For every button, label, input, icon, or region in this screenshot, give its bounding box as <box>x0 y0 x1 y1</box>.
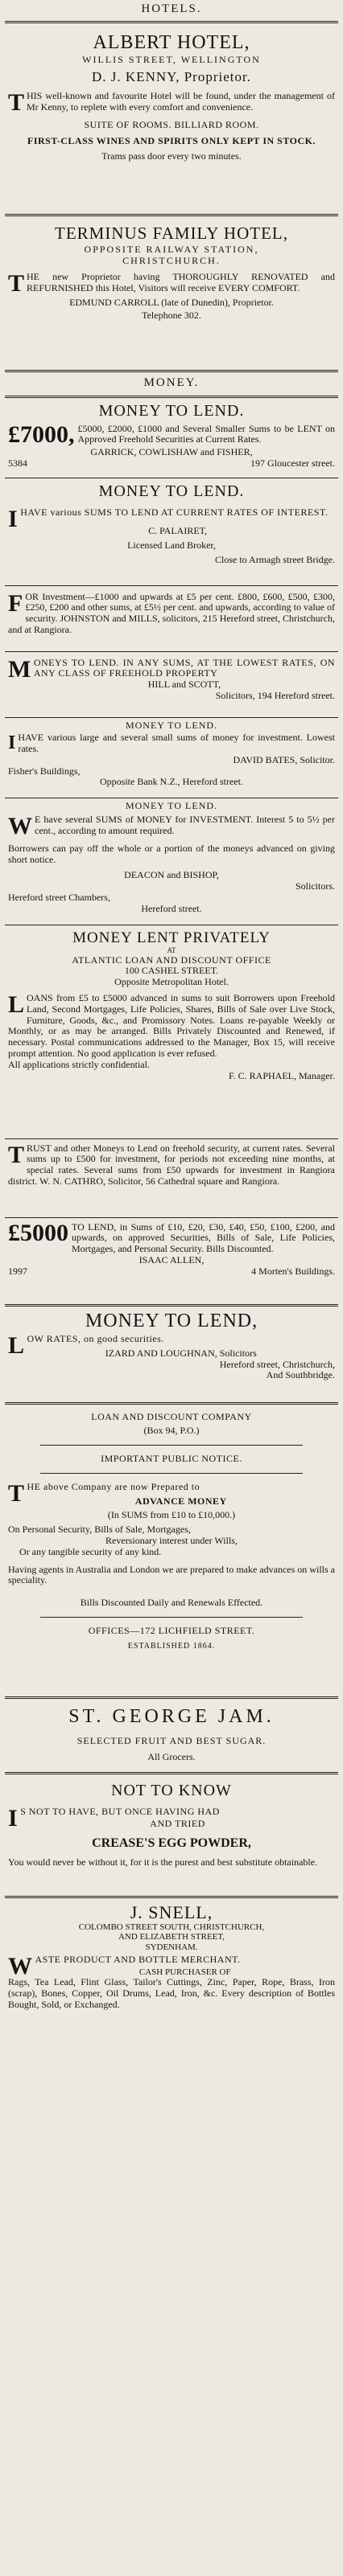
divider <box>5 396 338 398</box>
ad-line: FIRST-CLASS WINES AND SPIRITS ONLY KEPT IN STOCK. <box>27 134 316 146</box>
ad-line: Reversionary interest under Wills, <box>105 1535 238 1547</box>
big-amount: £7000, <box>8 420 75 448</box>
ad-line: Licensed Land Broker, <box>127 539 216 552</box>
ad-signature: ISAAC ALLEN, <box>138 1253 205 1265</box>
ad-footer <box>8 458 335 470</box>
ad-title: MONEY TO LEND. <box>125 799 218 811</box>
divider <box>40 1617 303 1618</box>
ad-signature: F. C. RAPHAEL, Manager. <box>228 1069 335 1081</box>
ad-line: OPPOSITE RAILWAY STATION, <box>84 244 259 256</box>
ad-line: CASH PURCHASER OF <box>138 1967 231 1977</box>
money-ad-allen <box>0 1218 343 1302</box>
ad-line: 100 CASHEL STREET. <box>124 965 219 977</box>
ad-line: Solicitors. <box>295 880 335 892</box>
ad-body: IHAVE various SUMS TO LEND AT CURRENT RATES OF INTEREST. <box>8 505 329 532</box>
ad-body: £5000 TO LEND, in Sums of £10, £20, £30, £40, £50, £100, £200, and upwards, on approved Securities, Bills of Sale, Life Policies, Mortgages, and Personal Security. Bills Discounted. <box>8 1219 335 1255</box>
albert-hotel-ad <box>0 25 343 212</box>
divider <box>5 1896 338 1898</box>
ad-signature: EDMUND CARROLL (late of Dunedin), Proprietor. <box>69 296 274 308</box>
st-george-jam-ad <box>0 1700 343 1770</box>
money-ad-garrick <box>0 400 343 478</box>
ad-line: (Box 94, P.O.) <box>143 1425 200 1437</box>
loan-discount-company-ad <box>0 1406 343 1695</box>
ad-line: CREASE'S EGG POWDER, <box>92 1836 251 1851</box>
ad-line: Opposite Bank N.Z., Hereford street. <box>100 776 243 788</box>
ad-line: Bills Discounted Daily and Renewals Effected. <box>80 1597 263 1609</box>
ad-signature: IZARD AND LOUGHNAN, Solicitors <box>105 1347 257 1359</box>
ad-line: And Southbridge. <box>266 1369 335 1381</box>
ad-body: W E have several SUMS of MONEY for INVESTMENT. Interest 5 to 5½ per cent., according to amount required. <box>8 813 335 840</box>
divider <box>5 1304 338 1306</box>
money-ad-cathro <box>0 1139 343 1217</box>
divider <box>5 214 338 216</box>
ad-number: 5384 <box>8 457 27 469</box>
ad-line: (In SUMS from £10 to £10,000.) <box>107 1509 236 1521</box>
ad-line: Fisher's Buildings, <box>8 765 81 777</box>
ad-body: MONEYS TO LEND. IN ANY SUMS, AT THE LOWEST RATES, ON ANY CLASS OF FREEHOLD PROPERTY <box>8 655 336 683</box>
ad-line: CHRISTCHURCH. <box>122 255 221 267</box>
ad-body: Borrowers can pay off the whole or a portion of the moneys advanced on giving short notice. <box>8 842 335 865</box>
ad-body: TRUST and other Moneys to Lend on freehold security, at current rates. Several sums up to £500 for investment, for periods not exceeding nine months, at special rates. Several sums from £50 upwards for investment in Rangiora district. W. N. CATHRO, Solicitor, 56 Cathedral square and Rangiora. <box>8 1141 335 1187</box>
ad-line: SYDENHAM. <box>145 1942 198 1953</box>
ad-title: ALBERT HOTEL, <box>93 32 250 54</box>
drop-cap: M <box>8 655 31 683</box>
ad-line: Solicitors, 194 Hereford street. <box>215 689 335 701</box>
ad-line: ESTABLISHED 1864. <box>127 1641 216 1651</box>
divider <box>40 1445 303 1446</box>
ad-signature: GARRICK, COWLISHAW and FISHER, <box>90 446 253 458</box>
ad-body: Having agents in Australia and London we are prepared to make advances on wills a speciality. <box>8 1563 335 1586</box>
money-ad-palairet <box>0 478 343 585</box>
ad-body: You would never be without it, for it is the purest and best substitute obtainable. <box>8 1856 318 1868</box>
drop-cap: I <box>8 1804 19 1832</box>
ad-line: All applications strictly confidential. <box>8 1058 150 1070</box>
divider <box>5 1772 338 1774</box>
ad-line: IMPORTANT PUBLIC NOTICE. <box>101 1453 242 1465</box>
divider <box>5 1402 338 1405</box>
section-heading-hotels: HOTELS. <box>141 2 202 15</box>
ad-line: ATLANTIC LOAN AND DISCOUNT OFFICE <box>72 954 271 966</box>
drop-cap: L <box>8 1332 25 1360</box>
ad-proprietor: D. J. KENNY, Proprietor. <box>92 68 251 84</box>
ad-title: MONEY TO LEND. <box>98 482 245 500</box>
ad-phone: Telephone 302. <box>142 310 201 322</box>
ad-line: AND ELIZABETH STREET, <box>118 1932 225 1942</box>
drop-cap: I <box>8 505 19 532</box>
terminus-hotel-ad <box>0 218 343 368</box>
ad-line: OFFICES—172 LICHFIELD STREET. <box>88 1625 255 1637</box>
ad-title: MONEY TO LEND. <box>125 719 218 731</box>
ad-body: LOANS from £5 to £5000 advanced in sums to suit Borrowers upon Freehold Land, Second Mortgages, Life Policies, Shares, Bills of Sale over Live Stock, Furniture, Goods, &c., and Promissory Notes. Loans re-payable Weekly or Monthly, or as may be arranged. Bills Privately Discounted and Renewed, if necessary. Postal communications addressed to the Manager, Box 15, will receive prompt attention. No good application is ever refused. <box>8 991 335 1060</box>
drop-cap: W <box>8 813 32 840</box>
ad-line: Hereford street Chambers, <box>8 892 110 904</box>
money-ad-atlantic <box>0 925 343 1138</box>
ad-signature: HILL and SCOTT, <box>147 679 221 691</box>
money-ad-bates <box>0 718 343 798</box>
ad-body: IHAVE various large and several small sums of money for investment. Lowest rates. <box>8 732 335 755</box>
ad-body: Rags, Tea Lead, Flint Glass, Tailor's Cuttings, Zinc, Paper, Rope, Brass, Iron (scrap), Bones, Copper, Oil Drums, Lead, Iron, &c. Every description of Bottles Bought, Sold, or Exchanged. <box>8 1976 335 2010</box>
ad-title: LOAN AND DISCOUNT COMPANY <box>91 1410 252 1422</box>
ad-line: AT <box>167 946 176 955</box>
drop-cap: W <box>8 1952 33 1979</box>
ad-body: LOW RATES, on good securities. <box>8 1332 164 1360</box>
ad-title: MONEY LENT PRIVATELY <box>72 929 271 946</box>
ad-title: MONEY TO LEND. <box>98 401 245 420</box>
big-amount: £5000 <box>8 1219 68 1246</box>
snell-ad <box>0 1900 343 2058</box>
money-ad-hill-scott <box>0 652 343 717</box>
ad-address: WILLIS STREET, WELLINGTON <box>82 53 261 65</box>
drop-cap: I <box>8 732 16 754</box>
ad-line: SELECTED FRUIT AND BEST SUGAR. <box>76 1735 267 1747</box>
ad-body: THIS well-known and favourite Hotel will be found, under the management of Mr Kenny, to replete with every comfort and convenience. <box>8 89 335 117</box>
ad-line: Close to Armagh street Bridge. <box>215 553 335 565</box>
divider <box>5 370 338 372</box>
ad-line: All Grocers. <box>147 1750 196 1762</box>
ad-number: 1997 <box>8 1265 27 1277</box>
ad-line: On Personal Security, Bills of Sale, Mortgages, <box>8 1524 191 1536</box>
crease-egg-powder-ad <box>0 1776 343 1894</box>
ad-line: SUITE OF ROOMS. BILLIARD ROOM. <box>84 118 259 130</box>
ad-body: I S NOT TO HAVE, BUT ONCE HAVING HAD <box>8 1804 220 1832</box>
drop-cap: T <box>8 269 25 297</box>
ad-line: Hereford street, Christchurch, <box>219 1358 335 1370</box>
ad-line: Trams pass door every two minutes. <box>101 150 242 162</box>
ad-title: MONEY TO LEND, <box>85 1310 258 1331</box>
ad-body: FOR Investment—£1000 and upwards at £5 per cent. £800, £600, £500, £300, £250, £200 and other sums, at £5½ per cent. and upwards, according to value of security. JOHNSTON and MILLS, solicitors, 215 Hereford street, Christchurch, and at Rangiora. <box>8 589 335 635</box>
ad-line: ADVANCE MONEY <box>134 1495 227 1507</box>
ad-body: £7000, £5000, £2000, £1000 and Several Smaller Sums to be LENT on Approved Freehold Securities at Current Rates. <box>8 420 335 448</box>
section-heading-money: MONEY. <box>143 376 200 390</box>
ad-line: Or any tangible security of any kind. <box>19 1545 162 1557</box>
ad-address: 4 Morten's Buildings. <box>251 1265 335 1277</box>
drop-cap: T <box>8 1479 25 1507</box>
ad-title: NOT TO KNOW <box>111 1781 232 1799</box>
money-ad-deacon <box>0 798 343 925</box>
ad-signature: DAVID BATES, Solicitor. <box>233 753 335 765</box>
divider <box>5 1696 338 1699</box>
ad-signature: C. PALAIRET, <box>148 525 208 537</box>
ad-body: WASTE PRODUCT AND BOTTLE MERCHANT. <box>8 1952 241 1979</box>
drop-cap: T <box>8 89 25 117</box>
divider <box>5 21 338 23</box>
ad-body: THE above Company are now Prepared to <box>8 1479 200 1507</box>
ad-line: Hereford street. <box>141 902 202 914</box>
ad-address: 197 Gloucester street. <box>250 457 335 469</box>
divider <box>40 1473 303 1474</box>
ad-body: THE new Proprietor having THOROUGHLY RENOVATED and REFURNISHED this Hotel, Visitors will receive EVERY COMFORT. <box>8 269 335 297</box>
ad-title: J. SNELL, <box>130 1901 213 1922</box>
drop-cap: L <box>8 991 25 1019</box>
ad-footer <box>8 1266 335 1278</box>
ad-signature: DEACON and BISHOP, <box>124 869 219 881</box>
drop-cap: T <box>8 1141 25 1168</box>
money-ad-izard <box>0 1308 343 1401</box>
ad-title: TERMINUS FAMILY HOTEL, <box>55 224 288 244</box>
ad-line: AND TRIED <box>150 1818 205 1830</box>
ad-line: COLOMBO STREET SOUTH, CHRISTCHURCH, <box>78 1922 265 1932</box>
ad-line: Opposite Metropolitan Hotel. <box>114 976 229 988</box>
money-ad-johnston <box>0 586 343 651</box>
drop-cap: F <box>8 589 23 617</box>
ad-title: ST. GEORGE JAM. <box>68 1705 275 1727</box>
